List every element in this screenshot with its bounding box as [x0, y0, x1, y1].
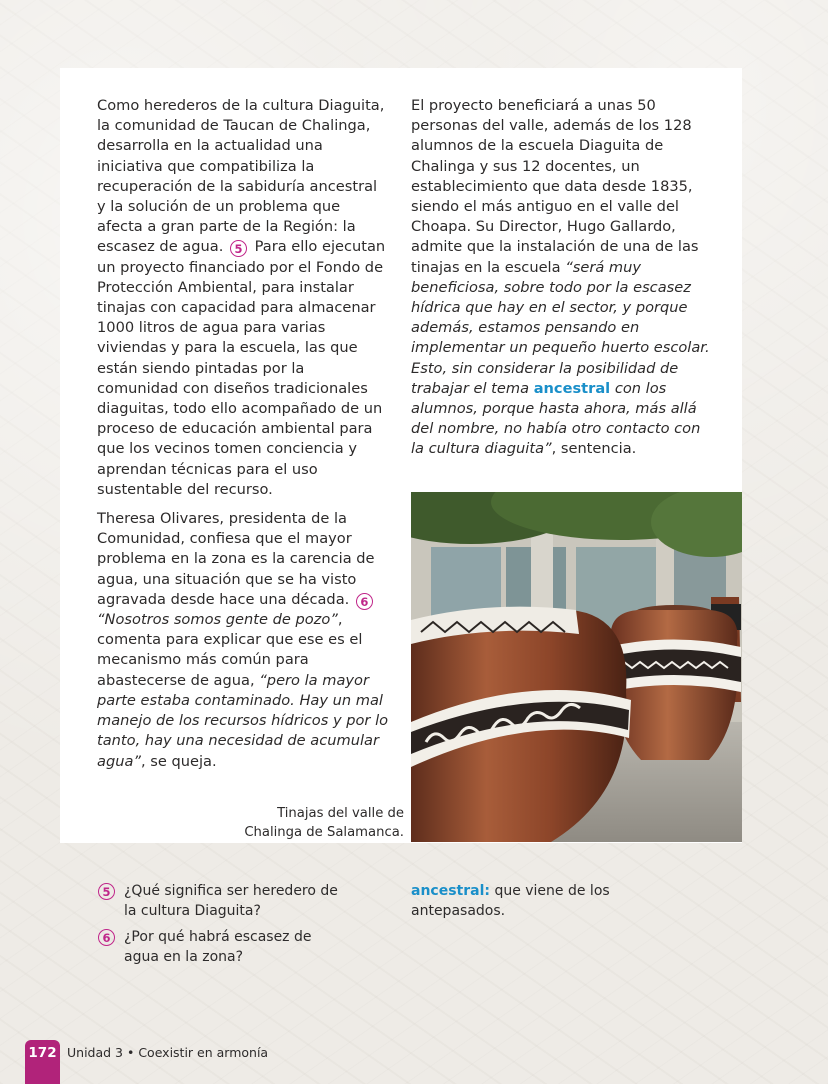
question-marker-5[interactable]: 5	[230, 240, 247, 257]
question-number-badge: 5	[98, 883, 115, 900]
page-footer	[0, 1040, 828, 1084]
unit-label: Unidad 3 • Coexistir en armonía	[67, 1045, 269, 1060]
glossary-definition: que viene de los antepasados.	[411, 883, 610, 919]
page-number: 172	[25, 1040, 60, 1084]
question-number-badge: 6	[98, 929, 115, 946]
glossary-term: ancestral:	[411, 883, 490, 899]
question-item	[98, 928, 348, 967]
question-item	[98, 882, 348, 921]
questions-box	[98, 882, 348, 974]
left-column	[97, 96, 389, 781]
photo-caption: Tinajas del valle de Chalinga de Salamanca.	[244, 806, 404, 840]
question-text: ¿Por qué habrá escasez de agua en la zona?	[124, 929, 312, 965]
paragraph-intro: Como herederos de la cultura Diaguita, la comunidad de Taucan de Chalinga, desarrolla en la actualidad una iniciativa que compatibiliza la recuperación de la sabiduría ancestral y la solución de un problema que afecta a gran parte de la Región: la escasez de agua. 5 Para ello ejecutan un proyecto financiado por el Fondo de Protección Ambiental, para instalar tinajas con capacidad para almacenar 1000 litros de agua para varias viviendas y para la escuela, las que están siendo pintadas por la comunidad con diseños tradicionales diaguitas, todo ello acompañado de un proceso de educación ambiental para que los vecinos tomen conciencia y aprendan técnicas para el uso sustentable del recurso.	[97, 97, 386, 498]
question-text: ¿Qué significa ser heredero de la cultura Diaguita?	[124, 883, 338, 919]
right-column	[411, 96, 711, 469]
keyword-ancestral-link[interactable]: ancestral	[533, 379, 611, 397]
paragraph-project: El proyecto beneficiará a unas 50 personas del valle, además de los 128 alumnos de la escuela Diaguita de Chalinga y sus 12 docentes, un establecimiento que data desde 1835, siendo el más antiguo en el valle del Choapa. Su Director, Hugo Gallardo, admite que la instalación de una de las tinajas en la escuela “será muy beneficiosa, sobre todo por la escasez hídrica que hay en el sector, y porque además, estamos pensando en implementar un pequeño huerto escolar. Esto, sin considerar la posibilidad de trabajar el tema ancestral con los alumnos, porque hasta ahora, más allá del nombre, no había otro contacto con la cultura diaguita”, sentencia.	[411, 97, 710, 458]
glossary-box	[411, 882, 631, 921]
tinajas-photo	[411, 492, 742, 842]
tinajas-illustration	[411, 492, 742, 842]
paragraph-theresa: Theresa Olivares, presidenta de la Comunidad, confiesa que el mayor problema en la zona es la carencia de agua, una situación que se ha visto agravada desde hace una década. 6 “Nosotros somos gente de pozo”, comenta para explicar que ese es el mecanismo más común para abastecerse de agua, “pero la mayor parte estaba contaminado. Hay un mal manejo de los recursos hídricos y por lo tanto, hay una necesidad de acumular agua”, se queja.	[97, 510, 389, 770]
question-marker-6[interactable]: 6	[356, 593, 373, 610]
